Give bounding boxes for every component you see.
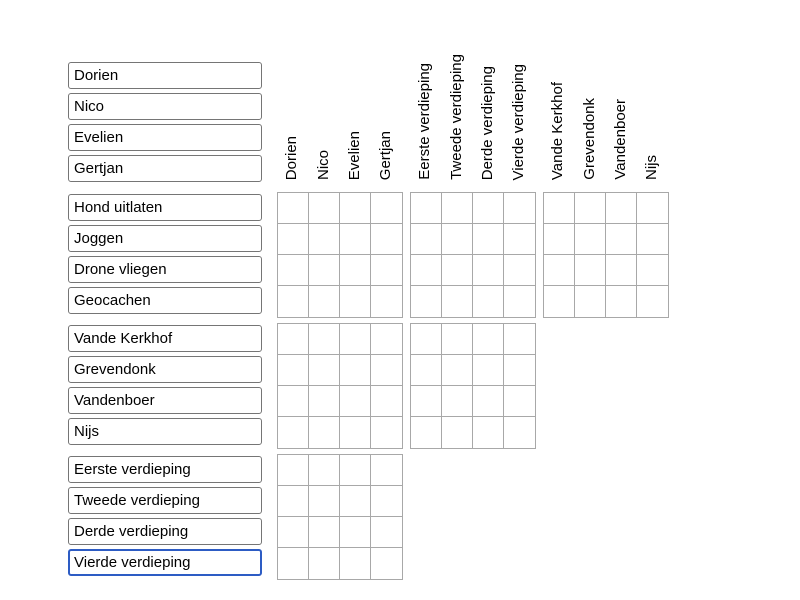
grid-cell[interactable]	[278, 355, 309, 386]
grid-cell[interactable]	[309, 417, 340, 448]
grid-cell[interactable]	[309, 324, 340, 355]
grid-cell[interactable]	[442, 324, 473, 355]
grid-cell[interactable]	[371, 548, 402, 579]
grid-cell[interactable]	[544, 286, 575, 317]
col-header-slot	[410, 0, 441, 180]
grid-cell[interactable]	[309, 386, 340, 417]
row-label-hond-uitlaten[interactable]: Hond uitlaten	[68, 194, 262, 221]
col-header-eerste-verdieping: Eerste verdieping	[416, 63, 434, 180]
col-header-slot	[441, 0, 472, 180]
grid-cell[interactable]	[278, 517, 309, 548]
grid-cell[interactable]	[606, 193, 637, 224]
grid-cell[interactable]	[473, 193, 504, 224]
row-label-gertjan[interactable]: Gertjan	[68, 155, 262, 182]
grid-block-activities-x-floors	[410, 192, 536, 318]
grid-block-surnames-x-floors	[410, 323, 536, 449]
grid-cell[interactable]	[278, 417, 309, 448]
grid-cell[interactable]	[637, 193, 668, 224]
col-header-nico: Nico	[314, 149, 332, 180]
row-group-names	[68, 62, 262, 186]
grid-cell[interactable]	[637, 255, 668, 286]
row-label-eerste-verdieping[interactable]: Eerste verdieping	[68, 456, 262, 483]
col-header-gertjan: Gertjan	[377, 130, 395, 180]
grid-cell[interactable]	[575, 224, 606, 255]
grid-cell[interactable]	[371, 386, 402, 417]
grid-cell[interactable]	[309, 455, 340, 486]
grid-cell[interactable]	[473, 386, 504, 417]
grid-cell[interactable]	[637, 286, 668, 317]
grid-cell[interactable]	[606, 255, 637, 286]
grid-cell[interactable]	[411, 286, 442, 317]
row-group-surnames	[68, 325, 262, 449]
col-header-group-names	[277, 0, 402, 180]
grid-cell[interactable]	[411, 355, 442, 386]
row-label-nico[interactable]: Nico	[68, 93, 262, 120]
grid-cell[interactable]	[278, 193, 309, 224]
grid-cell[interactable]	[309, 193, 340, 224]
grid-cell[interactable]	[504, 417, 535, 448]
grid-block-floors-x-names	[277, 454, 403, 580]
grid-cell[interactable]	[309, 224, 340, 255]
grid-cell[interactable]	[309, 517, 340, 548]
grid-cell[interactable]	[278, 548, 309, 579]
grid-cell[interactable]	[575, 193, 606, 224]
grid-cell[interactable]	[606, 224, 637, 255]
grid-cell[interactable]	[340, 286, 371, 317]
row-label-joggen[interactable]: Joggen	[68, 225, 262, 252]
grid-cell[interactable]	[504, 386, 535, 417]
grid-cell[interactable]	[371, 255, 402, 286]
grid-cell[interactable]	[309, 548, 340, 579]
col-header-vierde-verdieping: Vierde verdieping	[510, 63, 528, 180]
grid-cell[interactable]	[371, 193, 402, 224]
col-header-slot	[574, 0, 605, 180]
grid-cell[interactable]	[504, 355, 535, 386]
grid-cell[interactable]	[278, 486, 309, 517]
row-label-geocachen[interactable]: Geocachen	[68, 287, 262, 314]
grid-cell[interactable]	[411, 193, 442, 224]
col-header-slot	[340, 0, 371, 180]
row-label-grevendonk[interactable]: Grevendonk	[68, 356, 262, 383]
grid-cell[interactable]	[340, 193, 371, 224]
grid-block-activities-x-names	[277, 192, 403, 318]
row-group-floors	[68, 456, 262, 580]
grid-block-activities-x-surnames	[543, 192, 669, 318]
col-header-slot	[543, 0, 574, 180]
col-header-slot	[637, 0, 668, 180]
col-header-slot	[277, 0, 308, 180]
grid-cell[interactable]	[371, 324, 402, 355]
grid-cell[interactable]	[371, 417, 402, 448]
col-header-dorien: Dorien	[283, 135, 301, 180]
grid-cell[interactable]	[504, 193, 535, 224]
row-label-tweede-verdieping[interactable]: Tweede verdieping	[68, 487, 262, 514]
row-group-activities	[68, 194, 262, 318]
row-label-vande-kerkhof[interactable]: Vande Kerkhof	[68, 325, 262, 352]
grid-cell[interactable]	[442, 417, 473, 448]
grid-cell[interactable]	[473, 255, 504, 286]
col-header-grevendonk: Grevendonk	[580, 98, 598, 180]
row-label-evelien[interactable]: Evelien	[68, 124, 262, 151]
grid-cell[interactable]	[504, 324, 535, 355]
grid-cell[interactable]	[309, 255, 340, 286]
grid-cell[interactable]	[309, 486, 340, 517]
grid-cell[interactable]	[544, 255, 575, 286]
grid-cell[interactable]	[637, 224, 668, 255]
row-label-vierde-verdieping[interactable]: Vierde verdieping	[68, 549, 262, 576]
grid-cell[interactable]	[473, 355, 504, 386]
col-header-derde-verdieping: Derde verdieping	[478, 65, 496, 180]
grid-cell[interactable]	[371, 455, 402, 486]
row-label-dorien[interactable]: Dorien	[68, 62, 262, 89]
row-label-derde-verdieping[interactable]: Derde verdieping	[68, 518, 262, 545]
grid-cell[interactable]	[371, 286, 402, 317]
grid-cell[interactable]	[442, 193, 473, 224]
grid-block-surnames-x-names	[277, 323, 403, 449]
grid-cell[interactable]	[442, 386, 473, 417]
row-label-vandenboer[interactable]: Vandenboer	[68, 387, 262, 414]
grid-cell[interactable]	[340, 224, 371, 255]
grid-cell[interactable]	[278, 386, 309, 417]
grid-cell[interactable]	[278, 286, 309, 317]
grid-cell[interactable]	[278, 255, 309, 286]
col-header-slot	[308, 0, 339, 180]
grid-cell[interactable]	[411, 386, 442, 417]
grid-cell[interactable]	[442, 355, 473, 386]
col-header-nijs: Nijs	[643, 155, 661, 180]
col-header-slot	[371, 0, 402, 180]
grid-cell[interactable]	[442, 255, 473, 286]
row-label-nijs[interactable]: Nijs	[68, 418, 262, 445]
col-header-vande-kerkhof: Vande Kerkhof	[549, 81, 567, 180]
col-header-evelien: Evelien	[345, 130, 363, 180]
grid-cell[interactable]	[278, 224, 309, 255]
grid-cell[interactable]	[340, 417, 371, 448]
grid-cell[interactable]	[278, 455, 309, 486]
col-header-vandenboer: Vandenboer	[611, 99, 629, 180]
grid-cell[interactable]	[606, 286, 637, 317]
grid-cell[interactable]	[340, 355, 371, 386]
grid-cell[interactable]	[340, 324, 371, 355]
grid-cell[interactable]	[309, 355, 340, 386]
grid-cell[interactable]	[504, 255, 535, 286]
grid-cell[interactable]	[411, 224, 442, 255]
grid-cell[interactable]	[473, 417, 504, 448]
grid-cell[interactable]	[340, 486, 371, 517]
grid-cell[interactable]	[411, 417, 442, 448]
col-header-group-surnames	[543, 0, 668, 180]
grid-cell[interactable]	[340, 386, 371, 417]
grid-cell[interactable]	[575, 255, 606, 286]
grid-cell[interactable]	[473, 324, 504, 355]
grid-cell[interactable]	[371, 486, 402, 517]
grid-cell[interactable]	[411, 255, 442, 286]
grid-cell[interactable]	[411, 324, 442, 355]
col-header-slot	[606, 0, 637, 180]
grid-cell[interactable]	[473, 224, 504, 255]
grid-cell[interactable]	[371, 224, 402, 255]
col-header-tweede-verdieping: Tweede verdieping	[447, 54, 465, 180]
grid-cell[interactable]	[504, 286, 535, 317]
grid-cell[interactable]	[340, 517, 371, 548]
grid-cell[interactable]	[340, 455, 371, 486]
grid-cell[interactable]	[442, 224, 473, 255]
grid-cell[interactable]	[371, 517, 402, 548]
grid-cell[interactable]	[544, 193, 575, 224]
col-header-group-floors	[410, 0, 535, 180]
grid-cell[interactable]	[504, 224, 535, 255]
col-header-slot	[473, 0, 504, 180]
grid-cell[interactable]	[278, 324, 309, 355]
grid-cell[interactable]	[473, 286, 504, 317]
grid-cell[interactable]	[442, 286, 473, 317]
grid-cell[interactable]	[575, 286, 606, 317]
grid-cell[interactable]	[340, 548, 371, 579]
row-label-drone-vliegen[interactable]: Drone vliegen	[68, 256, 262, 283]
grid-cell[interactable]	[340, 255, 371, 286]
grid-cell[interactable]	[544, 224, 575, 255]
col-header-slot	[504, 0, 535, 180]
grid-cell[interactable]	[309, 286, 340, 317]
grid-cell[interactable]	[371, 355, 402, 386]
